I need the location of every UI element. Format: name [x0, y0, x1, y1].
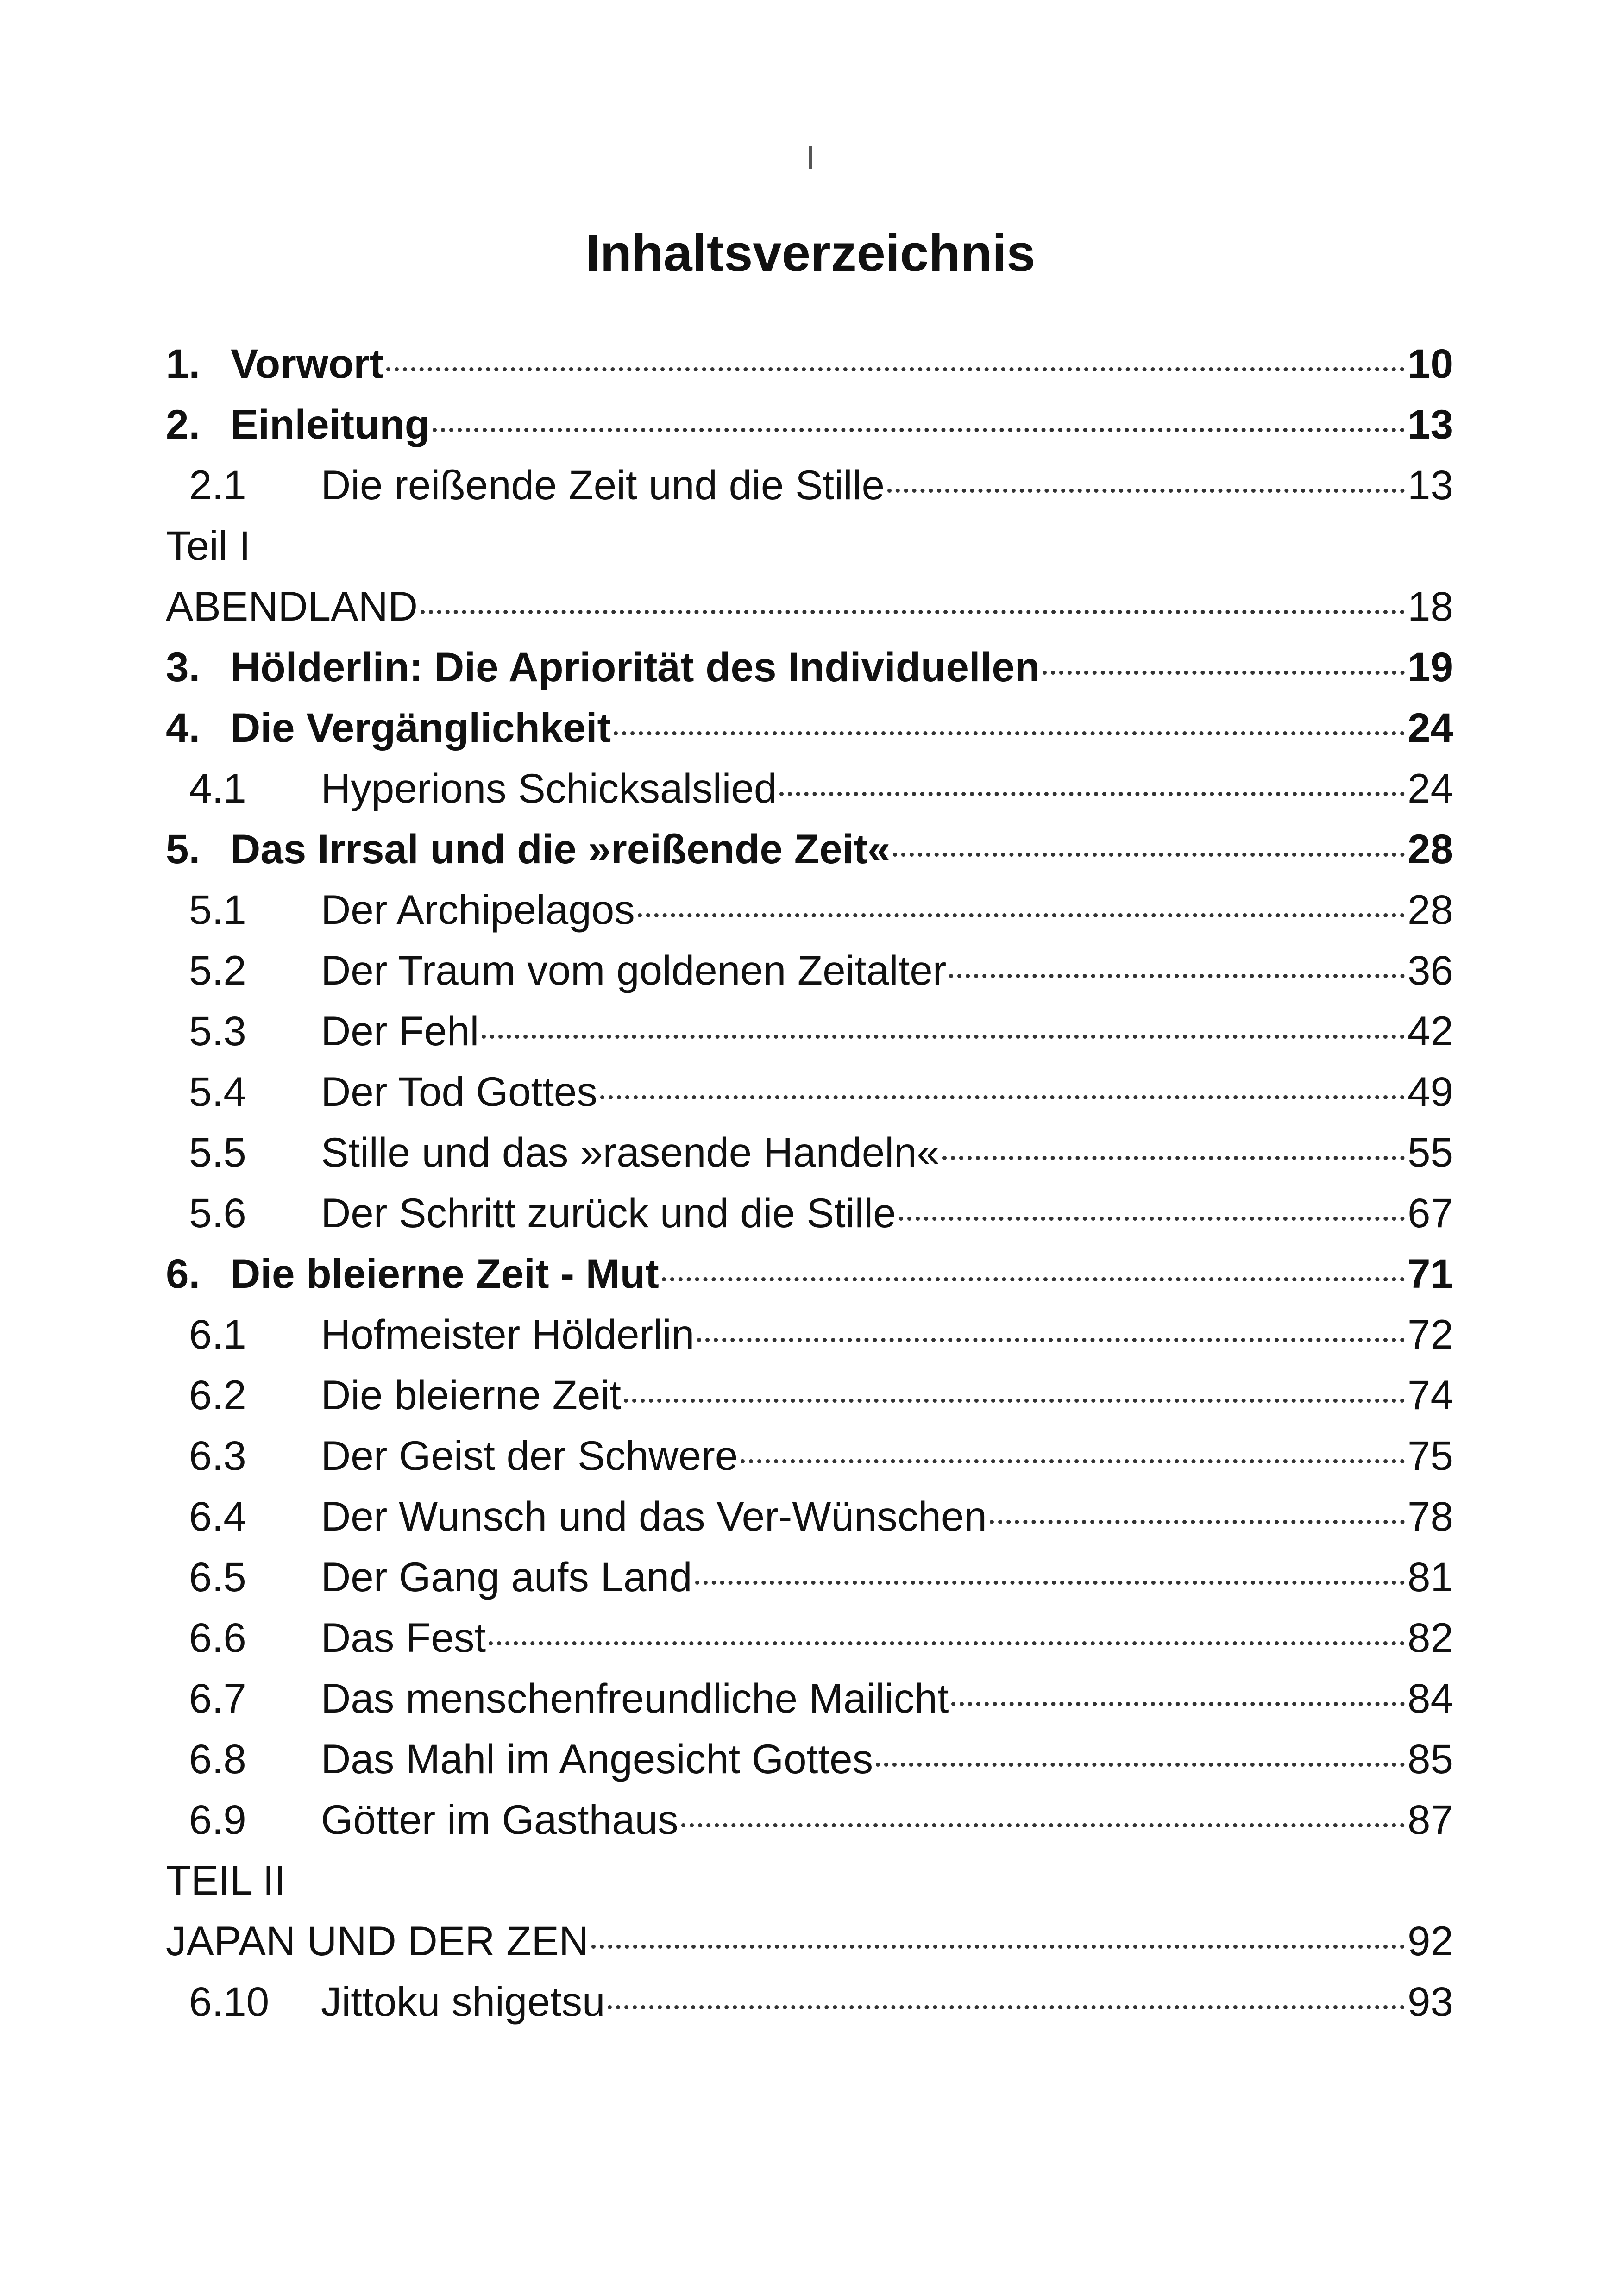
toc-entry-number: 4.1: [189, 765, 246, 811]
toc-entry-number: 5.1: [189, 886, 246, 933]
toc-entry-number: 6.7: [189, 1675, 246, 1721]
toc-dot-leader: [899, 1217, 1405, 1221]
toc-entry-page-number: 18: [1407, 583, 1453, 629]
toc-entry-number: 6.4: [189, 1493, 246, 1539]
toc-entry-number: 4.: [166, 704, 201, 751]
toc-entry-number: 2.: [166, 401, 201, 447]
toc-entry-page-number: 84: [1407, 1675, 1453, 1721]
toc-entry[interactable]: [166, 637, 1453, 697]
toc-entry[interactable]: [166, 1183, 1453, 1243]
toc-entry-title: Der Wunsch und das Ver-Wünschen: [321, 1493, 987, 1539]
toc-entry-title: Der Geist der Schwere: [321, 1432, 738, 1479]
toc-entry-page-number: 87: [1407, 1796, 1453, 1843]
toc-dot-leader: [421, 610, 1405, 614]
toc-dot-leader: [638, 913, 1405, 917]
toc-entry-title: Das Irrsal und die »reißende Zeit«: [231, 826, 891, 872]
toc-entry[interactable]: [166, 1001, 1453, 1061]
toc-entry-page-number: 72: [1407, 1311, 1453, 1357]
toc-entry-page-number: 24: [1407, 704, 1453, 751]
toc-dot-leader: [942, 1156, 1405, 1160]
toc-entry-page-number: 28: [1407, 826, 1453, 872]
toc-entry-number: 6.: [166, 1250, 201, 1297]
toc-entry-title: Das Fest: [321, 1614, 486, 1661]
toc-entry-page-number: 24: [1407, 765, 1453, 811]
toc-entry-title: Der Fehl: [321, 1008, 479, 1054]
toc-entry-number: 5.6: [189, 1190, 246, 1236]
toc-entry-title: Der Gang aufs Land: [321, 1554, 692, 1600]
toc-entry-title: JAPAN UND DER ZEN: [166, 1918, 589, 1964]
toc-dot-leader: [608, 2005, 1405, 2009]
toc-dot-leader: [662, 1277, 1405, 1281]
toc-dot-leader: [681, 1823, 1405, 1827]
table-of-contents: [166, 333, 1453, 2032]
toc-entry-title: Stille und das »rasende Handeln«: [321, 1129, 940, 1175]
toc-dot-leader: [990, 1520, 1405, 1524]
toc-entry[interactable]: [166, 1850, 1453, 1911]
toc-entry-title: Einleitung: [231, 401, 430, 447]
toc-entry-page-number: 19: [1407, 644, 1453, 690]
toc-dot-leader: [779, 792, 1405, 796]
toc-entry-title: Der Archipelagos: [321, 886, 635, 933]
toc-entry-number: 1.: [166, 340, 201, 387]
toc-dot-leader: [876, 1763, 1405, 1767]
toc-entry-page-number: 13: [1407, 401, 1453, 447]
toc-entry[interactable]: [166, 1304, 1453, 1365]
toc-dot-leader: [697, 1338, 1405, 1342]
toc-dot-leader: [482, 1035, 1405, 1039]
toc-dot-leader: [386, 367, 1405, 371]
toc-dot-leader: [1043, 671, 1405, 675]
toc-entry-page-number: 55: [1407, 1129, 1453, 1175]
toc-entry-page-number: 28: [1407, 886, 1453, 933]
toc-dot-leader: [489, 1641, 1405, 1645]
toc-entry-title: Hyperions Schicksalslied: [321, 765, 777, 811]
toc-entry[interactable]: [166, 1425, 1453, 1486]
toc-entry-title: TEIL II: [166, 1857, 286, 1903]
toc-entry[interactable]: [166, 1789, 1453, 1850]
toc-entry[interactable]: [166, 1486, 1453, 1547]
page-header-mark: I: [806, 139, 815, 176]
toc-entry[interactable]: [166, 819, 1453, 879]
toc-entry-title: Die bleierne Zeit - Mut: [231, 1250, 659, 1297]
toc-entry-page-number: 36: [1407, 947, 1453, 993]
toc-entry-title: ABENDLAND: [166, 583, 418, 629]
toc-entry-title: Vorwort: [231, 340, 383, 387]
toc-entry[interactable]: [166, 1911, 1453, 1971]
toc-entry[interactable]: [166, 1122, 1453, 1183]
toc-entry-page-number: 42: [1407, 1008, 1453, 1054]
toc-entry-title: Der Traum vom goldenen Zeitalter: [321, 947, 947, 993]
toc-entry-number: 5.2: [189, 947, 246, 993]
toc-entry[interactable]: [166, 1365, 1453, 1425]
toc-entry-title: Die Vergänglichkeit: [231, 704, 611, 751]
toc-entry[interactable]: [166, 1729, 1453, 1789]
toc-entry[interactable]: [166, 455, 1453, 515]
toc-entry-page-number: 13: [1407, 462, 1453, 508]
toc-entry[interactable]: [166, 333, 1453, 394]
toc-dot-leader: [614, 731, 1405, 735]
toc-dot-leader: [887, 489, 1405, 493]
toc-entry[interactable]: [166, 1061, 1453, 1122]
toc-entry[interactable]: [166, 1668, 1453, 1729]
toc-entry[interactable]: [166, 1243, 1453, 1304]
toc-entry-number: 6.2: [189, 1372, 246, 1418]
toc-entry[interactable]: [166, 515, 1453, 576]
toc-entry[interactable]: [166, 940, 1453, 1001]
toc-entry-number: 6.6: [189, 1614, 246, 1661]
toc-dot-leader: [600, 1095, 1405, 1099]
toc-entry-number: 6.8: [189, 1736, 246, 1782]
toc-entry-number: 5.: [166, 826, 201, 872]
toc-entry-page-number: 75: [1407, 1432, 1453, 1479]
toc-entry-page-number: 10: [1407, 340, 1453, 387]
toc-entry-page-number: 85: [1407, 1736, 1453, 1782]
toc-entry-title: Der Tod Gottes: [321, 1068, 597, 1115]
toc-entry[interactable]: [166, 1607, 1453, 1668]
toc-entry-title: Teil I: [166, 522, 251, 569]
toc-entry-page-number: 81: [1407, 1554, 1453, 1600]
toc-entry-page-number: 82: [1407, 1614, 1453, 1661]
toc-dot-leader: [951, 1702, 1405, 1706]
toc-entry-title: Hölderlin: Die Apriorität des Individuellen: [231, 644, 1040, 690]
toc-entry[interactable]: [166, 576, 1453, 637]
toc-entry-title: Das menschenfreundliche Mailicht: [321, 1675, 949, 1721]
toc-entry-page-number: 78: [1407, 1493, 1453, 1539]
toc-entry[interactable]: [166, 758, 1453, 819]
toc-entry-title: Der Schritt zurück und die Stille: [321, 1190, 896, 1236]
toc-entry-number: 6.1: [189, 1311, 246, 1357]
toc-dot-leader: [741, 1459, 1405, 1463]
toc-dot-leader: [624, 1399, 1405, 1403]
toc-entry-number: 5.4: [189, 1068, 246, 1115]
toc-entry-page-number: 71: [1407, 1250, 1453, 1297]
toc-entry-page-number: 74: [1407, 1372, 1453, 1418]
toc-entry-title: Hofmeister Hölderlin: [321, 1311, 695, 1357]
toc-entry-number: 6.10: [189, 1978, 270, 2025]
toc-entry-title: Das Mahl im Angesicht Gottes: [321, 1736, 873, 1782]
toc-entry-title: Die reißende Zeit und die Stille: [321, 462, 885, 508]
toc-entry-page-number: 49: [1407, 1068, 1453, 1115]
toc-entry[interactable]: [166, 1971, 1453, 2032]
page-title: Inhaltsverzeichnis: [585, 224, 1036, 282]
toc-entry-number: 2.1: [189, 462, 246, 508]
toc-entry-number: 6.3: [189, 1432, 246, 1479]
toc-dot-leader: [949, 974, 1405, 978]
toc-dot-leader: [591, 1945, 1405, 1949]
toc-entry[interactable]: [166, 697, 1453, 758]
toc-dot-leader: [893, 853, 1405, 857]
toc-entry-title: Götter im Gasthaus: [321, 1796, 679, 1843]
toc-entry-title: Die bleierne Zeit: [321, 1372, 622, 1418]
toc-entry-number: 6.9: [189, 1796, 246, 1843]
toc-dot-leader: [433, 428, 1405, 432]
toc-entry-number: 5.5: [189, 1129, 246, 1175]
toc-entry-number: 3.: [166, 644, 201, 690]
toc-entry-page-number: 93: [1407, 1978, 1453, 2025]
toc-entry-page-number: 92: [1407, 1918, 1453, 1964]
toc-entry-page-number: 67: [1407, 1190, 1453, 1236]
toc-entry-number: 6.5: [189, 1554, 246, 1600]
toc-entry-title: Jittoku shigetsu: [321, 1978, 605, 2025]
toc-entry-number: 5.3: [189, 1008, 246, 1054]
toc-dot-leader: [695, 1581, 1405, 1585]
toc-entry[interactable]: [166, 394, 1453, 455]
toc-entry[interactable]: [166, 1547, 1453, 1607]
toc-entry[interactable]: [166, 879, 1453, 940]
